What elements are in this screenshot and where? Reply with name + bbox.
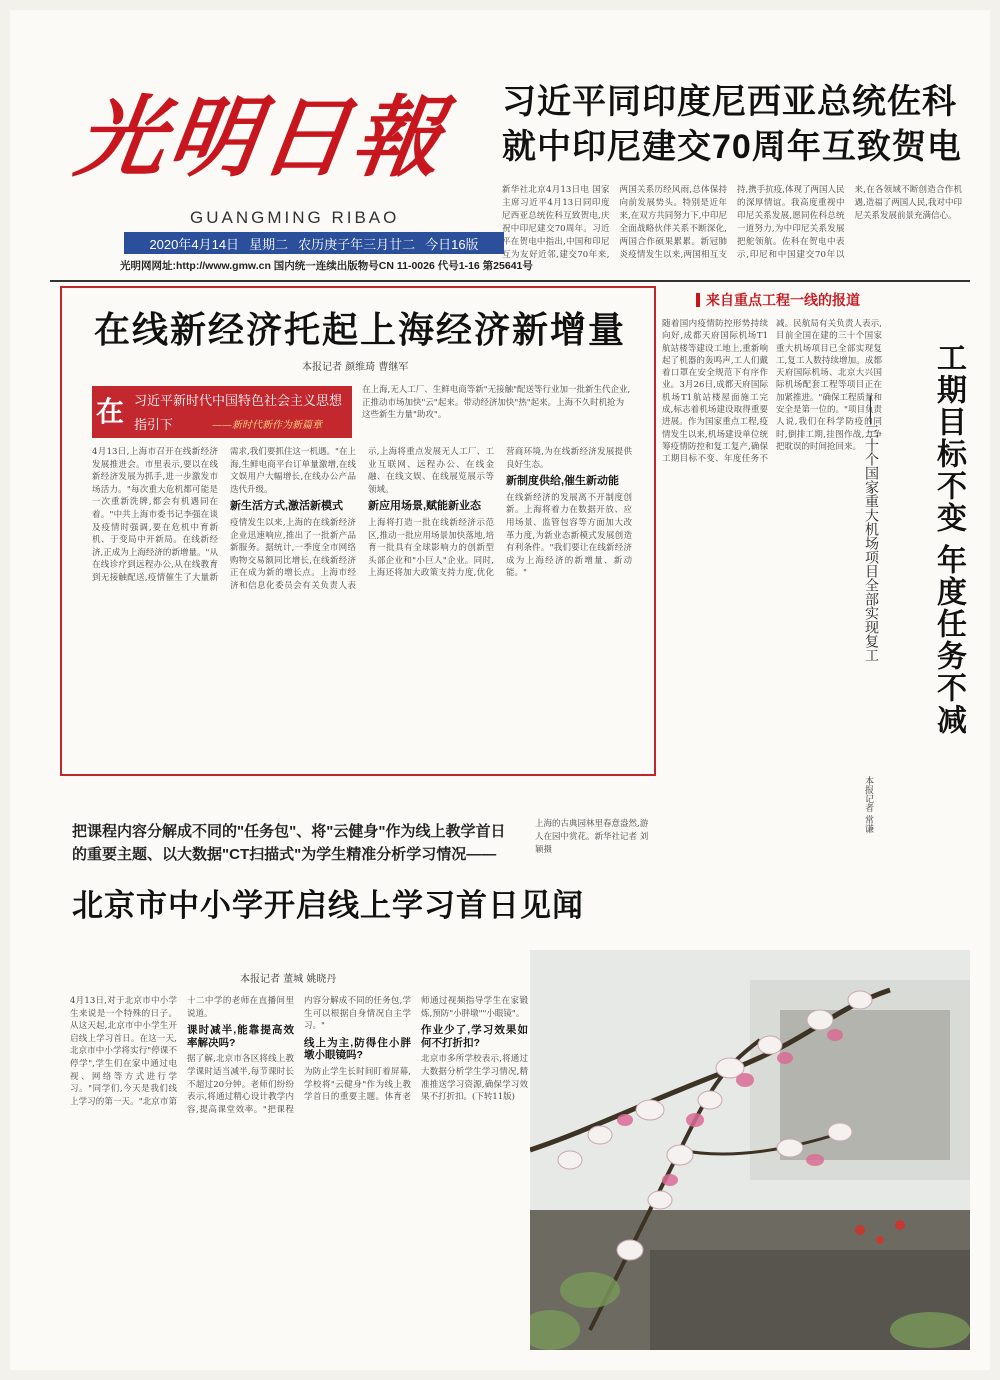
right-feature-tag: 来自重点工程一线的报道 (696, 290, 860, 310)
right-feature (662, 286, 972, 936)
top-story-title (502, 80, 962, 170)
top-story-title-line2: 就中印尼建交70周年互致贺电 (502, 128, 962, 166)
masthead (30, 10, 533, 280)
lead-subheading: 新生活方式,激活新模式 (230, 500, 344, 513)
lead-subheading: 新应用场景,赋能新业态 (368, 500, 482, 513)
section-divider (50, 280, 970, 282)
second-paragraph: 4月13日,对于北京市中小学生来说是一个特殊的日子。从这天起,北京市中小学生开启线上学习首日。在这一天,北京市中小学将实行"停课不停学",学生们在家中通过电视、网络等方式进行学习。"同学们,今天是我们线上学习的第一天。"北京市第十二中学的老师在直播间里说道。 (70, 996, 294, 1107)
lead-story-body (92, 446, 632, 766)
top-story-body: 新华社北京4月13日电 国家主席习近平4月13日同印度尼西亚总统佐科互致贺电,庆祝中印尼建交70周年。习近平在贺电中指出,中国和印尼互为友好近邻,建交70年来,两国关系历经风雨,总体保持向前发展势头。特别是近年来,在双方共同努力下,中印尼全面战略伙伴关系不断深化,两国合作硕果累累。新冠肺炎疫情发生以来,两国相互支持,携手抗疫,体现了两国人民的深厚情谊。我高度重视中印尼关系发展,愿同佐科总统一道努力,为中印尼关系发展把舵领航。佐科在贺电中表示,印尼和中国建交70年以来,在各领域不断创造合作机遇,造福了两国人民,我对中印尼关系发展前景充满信心。 (502, 185, 962, 260)
photo-caption: 上海的古典园林里春意盎然,游人在园中赏花。新华社记者 刘颖摄 (535, 819, 649, 855)
lead-story-title: 在线新经济托起上海经济新增量 (93, 309, 626, 350)
garden-photo (530, 950, 970, 1350)
issue-lunar-date: 农历庚子年三月廿二 (298, 236, 416, 252)
issue-date: 2020年4月14日 (149, 236, 240, 252)
dateline-bar (124, 232, 504, 254)
second-paragraph: 北京市多所学校表示,将通过大数据分析学生学习情况,精准推送学习资源,确保学习效果不打折扣。(下转11版) (421, 1054, 528, 1103)
lead-story-byline: 本报记者 颜维琦 曹继军 (302, 362, 409, 373)
masthead-logo: 光明日報 (70, 85, 453, 189)
second-subheading: 线上为主,防得住小胖墩小眼镜吗? (304, 1036, 411, 1062)
lead-paragraph: 在线新经济的发展离不开制度创新。上海将着力在数据开放、应用场景、监管包容等方面加大改革力度,为新业态新模式发展创造有利条件。"我们要让在线新经济成为上海经济的新增量、新动能。" (506, 492, 632, 579)
issue-weekday: 星期二 (249, 236, 289, 252)
second-story-kicker: 把课程内容分解成不同的"任务包"、将"云健身"作为线上教学首日的重要主题、以大数据"CT扫描式"为学生精准分析学习情况—— (72, 823, 506, 863)
lead-story (60, 286, 656, 776)
right-feature-title: 工期目标不变 年度任务不减 (932, 342, 965, 737)
second-paragraph: 为防止学生长时间盯着屏幕,学校将"云健身"作为线上教学首日的重要主题。体育老师通过视频指导学生在家锻炼,预防"小胖墩""小眼镜"。 (304, 996, 528, 1103)
masthead-logo-en: GUANGMING RIBAO (190, 208, 400, 227)
second-paragraph: 据了解,北京市各区将线上教学课时适当减半,每节课时长不超过20分钟。老师们纷纷表示,将通过精心设计教学内容,提高课堂效率。"把课程内容分解成不同的任务包,学生可以根据自身情况自主学习。" (187, 996, 411, 1115)
lead-paragraph: 4月13日,上海市召开在线新经济发展推进会。市里表示,要以在线新经济发展为抓手,进一步激发市场活力。"每次重大危机都可能是一次重新洗牌,都会有机遇同在着。"中共上海市委书记李强在谈及疫情时强调,要在危机中育新机、于变局中开新局。在线新经济,正成为上海经济的新增量。"从在线诊疗到远程办公,从在线教育到无接触配送,疫情催生了大量新需求,我们要抓住这一机遇。"在上海,生鲜电商平台订单量激增,在线文娱用户大幅增长,在线办公产品迭代升级。 (92, 447, 356, 583)
right-feature-body: 随着国内疫情防控形势持续向好,成都天府国际机场T1航站楼等建设工地上,重新响起了机器的轰鸣声,工人们戴着口罩在安全规范下有序作业。3月26日,成都天府国际机场T1航站楼屋面施工完成,标志着机场建设取得重要进展。作为国家重点工程,疫情发生以来,机场建设单位统筹疫情防控和复工复产,确保工期目标不变、年度任务不减。民航局有关负责人表示,目前全国在建的三十个国家重大机场项目已全部实现复工,复工人数持续增加。成都天府国际机场、北京大兴国际机场配套工程等项目正在加紧推进。"确保工程质量和安全是第一位的。"项目负责人说,我们在科学防疫的同时,倒排工期,挂图作战,力争把耽误的时间抢回来。 (662, 319, 882, 465)
newspaper-page (10, 10, 990, 1370)
second-subheading: 课时减半,能靠提高效率解决吗? (187, 1024, 294, 1049)
right-feature-byline: 本报记者 常谦 (863, 776, 873, 833)
series-banner (92, 386, 352, 438)
top-story-title-line1: 习近平同印度尼西亚总统佐科 (502, 83, 957, 121)
second-story-title: 北京市中小学开启线上学习首日见闻 (72, 888, 584, 923)
lead-paragraph: 疫情发生以来,上海的在线新经济企业迅速响应,推出了一批新产品新服务。据统计,一季度全市网络购物交易额同比增长,在线新经济正在成为新的增长点。上海市经济和信息化委员会有关负责人表示,上海将重点发展无人工厂、工业互联网、远程办公、在线金融、在线文娱、在线展览展示等领域。 (230, 447, 494, 591)
series-banner-line2: 指引下 (134, 417, 174, 432)
top-story (502, 80, 962, 262)
right-feature-subtitle: ——三十个国家重大机场项目全部实现复工 (864, 396, 880, 662)
lead-story-intro: 在上海,无人工厂、生鲜电商等新"无接触"配送等行业加一批新生代企业,正推动市场加快"云"起来。带动经济加快"热"起来。上海不久时机抢为这些新生力量"助攻"。 (362, 385, 631, 421)
second-subheading: 作业少了,学习效果如何不打折扣? (421, 1024, 528, 1049)
publication-info: 光明网网址:http://www.gmw.cn 国内统一连续出版物号CN 11-0026 代号1-16 第25641号 (120, 260, 533, 272)
series-banner-mark: 在 (96, 395, 125, 428)
series-banner-line1: 习近平新时代中国特色社会主义思想 (134, 393, 343, 408)
lead-subheading: 新制度供给,催生新动能 (506, 475, 620, 488)
issue-page-count: 今日16版 (425, 236, 479, 252)
lead-paragraph: 上海将打造一批在线新经济示范区,推动一批应用场景加快落地,培育一批具有全球影响力的创新型头部企业和"小巨人"企业。同时,上海还将加大政策支持力度,优化营商环境,为在线新经济发展提供良好生态。 (368, 447, 632, 579)
second-story-byline: 本报记者 董城 姚晓丹 (240, 974, 337, 985)
series-banner-line3: ——新时代新作为新篇章 (212, 420, 322, 431)
second-story-body (70, 995, 528, 1355)
second-story-header (72, 820, 584, 925)
garden-photo-image (530, 950, 970, 1350)
